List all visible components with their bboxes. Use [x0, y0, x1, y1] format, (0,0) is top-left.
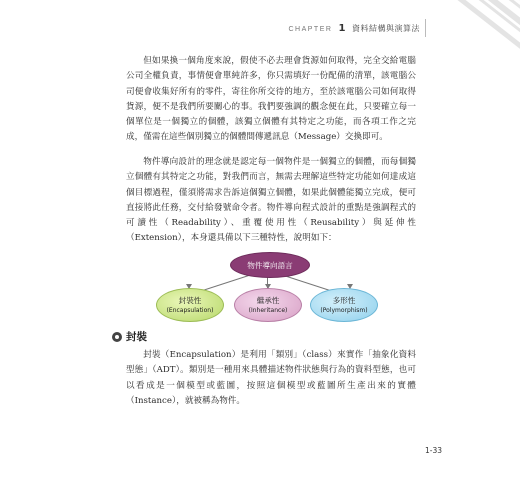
paragraph-2-text: 物件導向設計的理念就是認定每一個物件是一個獨立的個體，而每個獨立個體有其特定之功能，對我們而言，無需去理解這些特定功能如何達成這個目標過程，僅須將需求告訴這個獨立個體，如果此個體能獨立完成，便可直接將此任務，交付給發號命令者。物件導向程式設計的重點是強調程式的可讀性（Readability）、重覆使用性（Reusability）與延伸性（Extension），本身還具備以下三種特性，說明如下： [126, 157, 416, 244]
inheritance-title: 繼承性 [256, 295, 280, 305]
oop-language-label: 物件導向語言 [247, 260, 293, 270]
encapsulation-title: 封裝性 [178, 295, 202, 305]
bullet-icon [112, 332, 122, 342]
polymorphism-subtitle: (Polymorphism) [320, 306, 368, 314]
paragraph-3 [126, 348, 416, 409]
chapter-title: 資料結構與演算法 [352, 24, 420, 33]
section-heading [112, 329, 147, 344]
running-header [288, 23, 420, 34]
oop-features-diagram [148, 252, 388, 324]
polymorphism-title: 多形性 [332, 295, 356, 305]
header-rule [425, 19, 426, 37]
inheritance-node [234, 288, 302, 322]
oop-language-node [230, 252, 310, 278]
corner-decoration [410, 0, 520, 150]
chapter-label: CHAPTER [288, 26, 333, 33]
encapsulation-node [156, 288, 224, 322]
chapter-number: 1 [338, 23, 346, 34]
paragraph-2 [126, 155, 416, 247]
page-number: 1-33 [424, 446, 442, 455]
polymorphism-node [310, 288, 378, 322]
paragraph-3-text: 封裝（Encapsulation）是利用「類別」（class）來實作「抽象化資料型態」（ADT）。類別是一種用來具體描述物件狀態與行為的資料型態，也可以看成是一個模型或藍圖，按照這個模型或藍圖所生產出來的實體（Instance），就被稱為物件。 [126, 350, 416, 406]
paragraph-1-text: 但如果換一個角度來說，假使不必去理會貨源如何取得，完全交給電腦公司全權負責，事情便會單純許多，你只需填好一份配備的清單，該電腦公司便會收集好所有的零件，寄往你所交待的地方，至於該電腦公司如何取得貨源，便不是我們所要關心的事。我們要強調的觀念便在此，只要確立每一個單位是一個獨立的個體，該獨立個體有其特定之功能，而各項工作之完成，僅需在這些個別獨立的個體間傳遞訊息（Message）交換即可。 [126, 56, 416, 143]
paragraph-1 [126, 54, 416, 146]
encapsulation-subtitle: (Encapsulation) [166, 306, 214, 314]
section-heading-text: 封裝 [126, 331, 147, 343]
inheritance-subtitle: (Inheritance) [248, 306, 288, 314]
